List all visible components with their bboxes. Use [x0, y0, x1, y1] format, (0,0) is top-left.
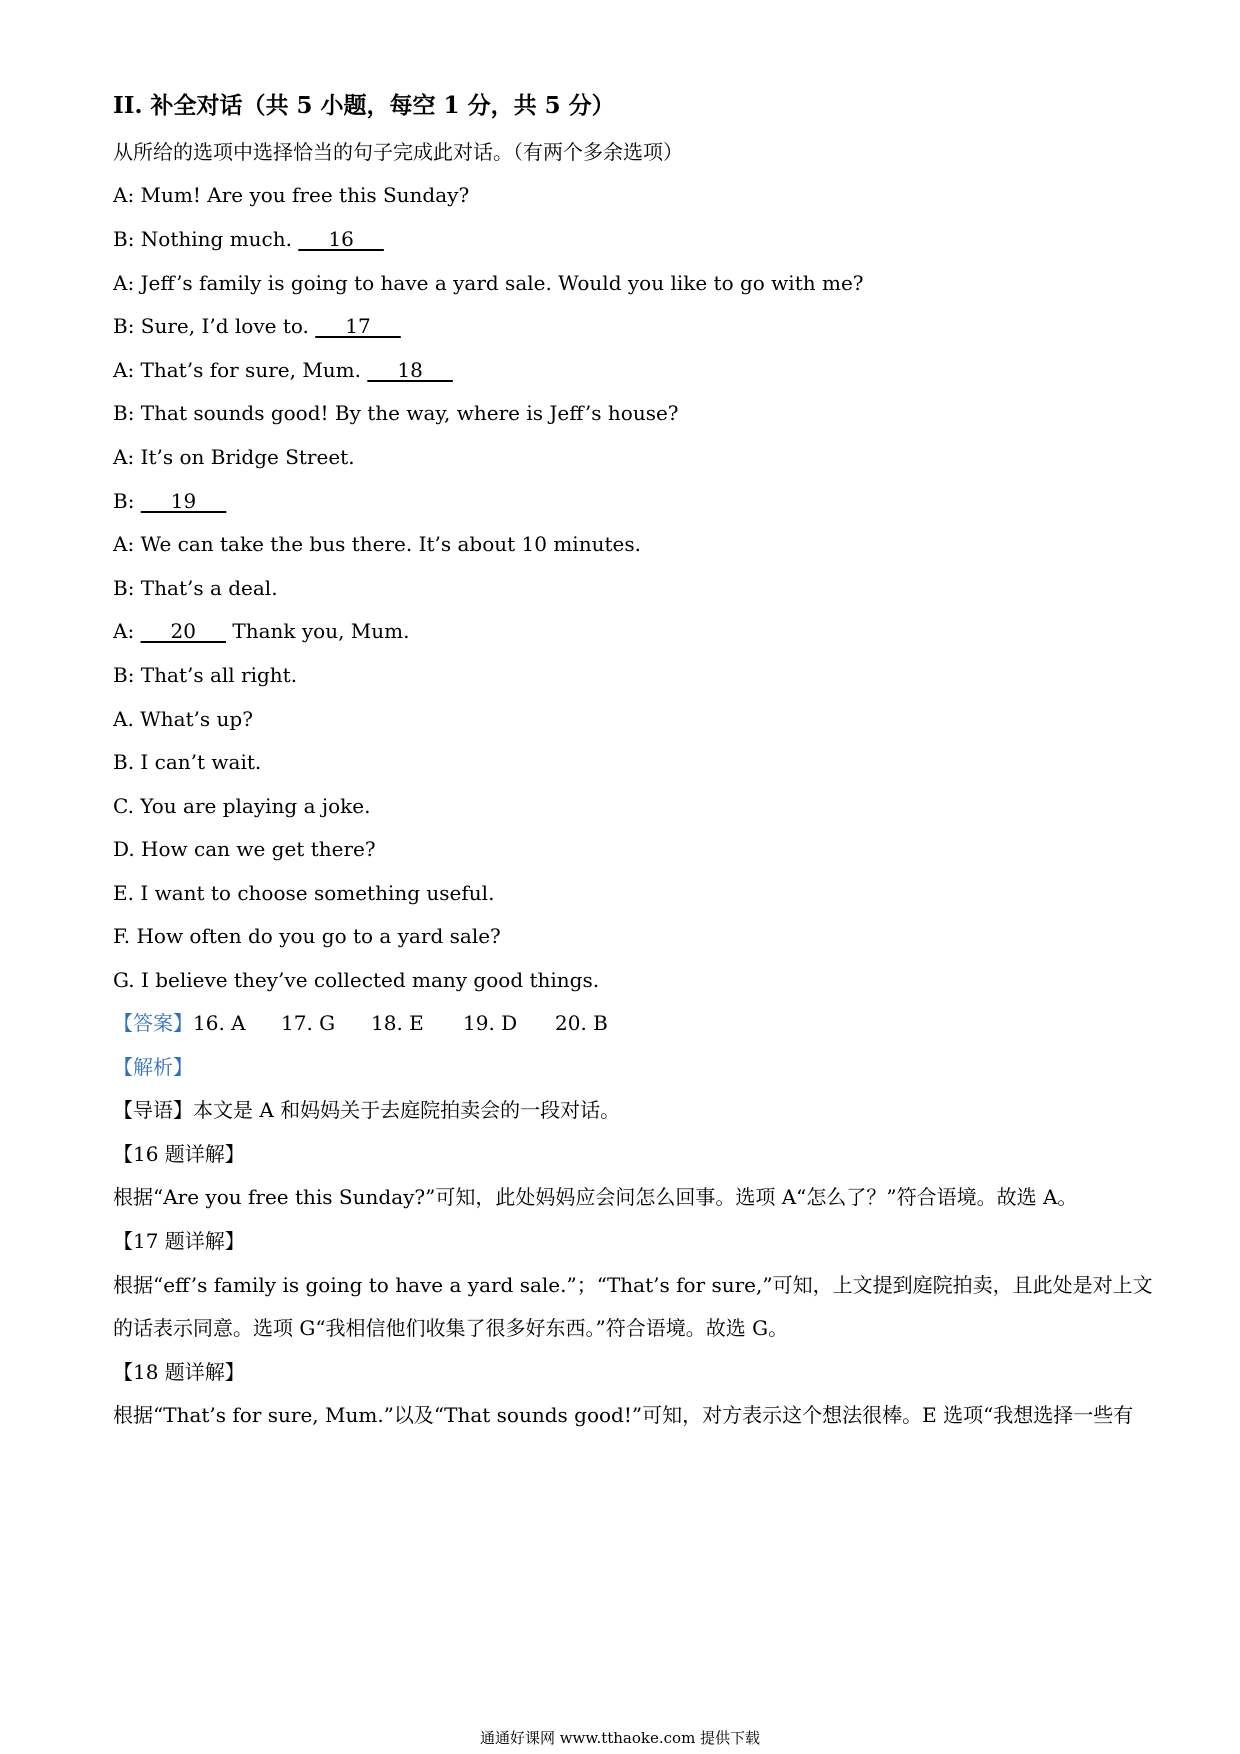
q17-explanation-line2: 的话表示同意。选项 G“我相信他们收集了很多好东西。”符合语境。故选 G。: [113, 1316, 789, 1340]
dialogue-line: A: ___20___ Thank you, Mum.: [113, 619, 410, 643]
q16-explanation: 根据“Are you free this Sunday?”可知，此处妈妈应会问怎么回事。选项 A“怎么了？”符合语境。故选 A。: [113, 1185, 1078, 1209]
dialogue-line: B: ___19___: [113, 489, 227, 513]
answer-item: 19. D: [463, 1011, 518, 1035]
q18-explanation: 根据“That’s for sure, Mum.”以及“That sounds good!”可知，对方表示这个想法很棒。E 选项“我想选择一些有: [113, 1403, 1134, 1427]
dialogue-line: A: That’s for sure, Mum. ___18___: [113, 358, 453, 382]
dialogue-line: B: That’s all right.: [113, 663, 298, 687]
option-b: B. I can’t wait.: [113, 750, 262, 774]
answer-item: 18. E: [371, 1011, 424, 1035]
q17-title: 【17 题详解】: [113, 1229, 245, 1253]
dialogue-line: A: Jeff’s family is going to have a yard sale. Would you like to go with me?: [113, 271, 864, 295]
analysis-tag: 【解析】: [113, 1055, 193, 1079]
dialogue-line: A: Mum! Are you free this Sunday?: [113, 183, 470, 207]
dialogue-line: B: Sure, I’d love to. ___17___: [113, 314, 401, 338]
page-footer: 通通好课网 www.tthaoke.com 提供下载: [479, 1729, 761, 1747]
analysis-intro: 【导语】本文是 A 和妈妈关于去庭院拍卖会的一段对话。: [113, 1098, 621, 1122]
dialogue-line: A: We can take the bus there. It’s about 10 minutes.: [113, 532, 641, 556]
option-c: C. You are playing a joke.: [113, 794, 371, 818]
dialogue-line: A: It’s on Bridge Street.: [113, 445, 355, 469]
q16-title: 【16 题详解】: [113, 1142, 245, 1166]
dialogue-line: B: Nothing much. ___16___: [113, 227, 384, 251]
dialogue-line: B: That sounds good! By the way, where is Jeff’s house?: [113, 401, 679, 425]
option-e: E. I want to choose something useful.: [113, 881, 495, 905]
answer-item: 17. G: [281, 1011, 336, 1035]
answer-item: 20. B: [555, 1011, 608, 1035]
answer-blank: ___18___: [367, 358, 453, 382]
answer-blank: ___17___: [315, 314, 401, 338]
answer-tag: 【答案】: [113, 1011, 193, 1035]
option-g: G. I believe they’ve collected many good things.: [113, 968, 600, 992]
answer-blank: ___16___: [298, 227, 384, 251]
option-a: A. What’s up?: [113, 707, 253, 731]
answer-line: [113, 1011, 1140, 1035]
section-title: II. 补全对话（共 5 小题，每空 1 分，共 5 分）: [113, 92, 615, 119]
section-instruction: 从所给的选项中选择恰当的句子完成此对话。（有两个多余选项）: [113, 140, 683, 164]
option-d: D. How can we get there?: [113, 837, 376, 861]
answer-item: 16. A: [193, 1011, 246, 1035]
dialogue-line: B: That’s a deal.: [113, 576, 278, 600]
option-f: F. How often do you go to a yard sale?: [113, 924, 501, 948]
q17-explanation-line1: 根据“eff’s family is going to have a yard sale.”；“That’s for sure,”可知，上文提到庭院拍卖，且此处是对上文: [113, 1273, 1153, 1297]
answer-blank: ___19___: [140, 489, 227, 513]
q18-title: 【18 题详解】: [113, 1360, 245, 1384]
answer-blank: ___20___: [140, 619, 226, 643]
